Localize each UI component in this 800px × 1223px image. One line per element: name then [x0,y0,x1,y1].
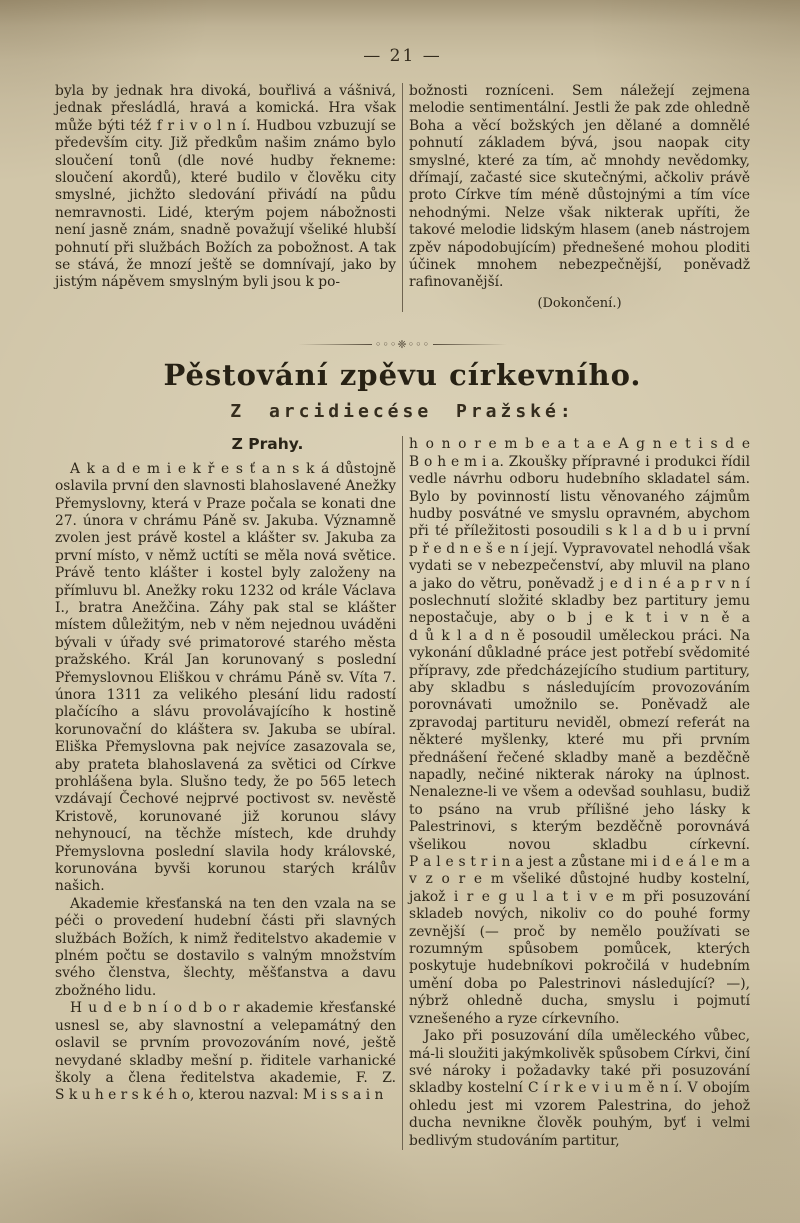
top-article-columns [55,83,750,312]
column-divider-rule [402,436,403,1150]
top-article-left-text: byla by jednak hra divoká, bouřlivá a vášnivá, jednak přesládlá, hravá a komická. Hra však může býti též f r i v o l n í. Hudbou vzbuzují se především city. Již předkům našim známo bylo sloučení tonů (dle nové hudby řekneme: sloučení akordů), které budilo v člověku city smyslné, jichžto sledování přivádí na půdu nemravnosti. Lidé, kterým pojem nábožnosti není jasně znám, snadně považují všeliké hlubší pohnutí při službách Božích za pobožnost. A tak se stává, že mnozí ještě se domnívají, jako by jistým nápěvem smyslným byli jsou k po- [55,83,396,291]
column-divider-rule [402,83,403,312]
divider-line-right [433,344,507,345]
page-content [55,46,750,1150]
report-left-paragraph-3: H u d e b n í o d b o r akademie křesťanské usnesl se, aby slavnostní a velepamátný den oslavil se prvním provozováním nové, ještě nevydané skladby mešní p. řiditele varhanické školy a člena ředitelstva akademie, F. Z. S k u h e r s k é h o, kterou nazval: M i s s a i n [55,1000,396,1104]
page-number: — 21 — [363,46,442,66]
report-left-paragraph-2: Akademie křesťanská na ten den vzala na se péči o provedení hudební části při slavných službách Božích, k nimž ředitelstvo akademie v plném počtu se dostavilo s valným množstvím svého členstva, šlechty, měšťanstva a davu zbožného lidu. [55,895,396,999]
top-article-right-column [409,83,750,312]
divider-line-left [298,344,372,345]
article-subtitle: Z arcidiecése Pražské: [230,401,575,423]
location-heading: Z Prahy. [231,435,304,454]
report-left-paragraph-1: A k a d e m i e k ř e s ť a n s k á důstojně oslavila první den slavnosti blahoslavené Anežky Přemyslovny, která v Praze počala se konati dne 27. února v chrámu Páně sv. Jakuba. Významně zvolen jest právě kostel a klášter sv. Jakuba za první místo, v němž uctíti se měla nová světice. Právě tento klášter i kostel byly založeny na přímluvu bl. Anežky roku 1232 od krále Václava I., bratra Anežčina. Záhy pak stal se klášter místem důležitým, neb v něm nejednou uváděni bývali v úřady své primatorové starého města pražského. Král Jan korunovaný s poslední Přemyslovnou Eliškou v chrámu Páně sv. Víta 7. února 1311 za velikého plesání lidu radostí plačícího a slávu provolávajícího k hostině korunovační do kláštera sv. Jakuba se ubíral. Eliška Přemyslovna pak nejvíce zasazovala se, aby prateta blahoslavená za světici od Církve prohlášena byla. Slušno tedy, že po 565 letech vzdávají Čechové nejprvé poctivost sv. nevěstě Kristově, korunované již korunou slávy nehynoucí, na těchže místech, kde druhdy Přemyslovna poslední slavila hody královské, korunována byvši korunou starých králův našich. [55,460,396,895]
report-right-column [409,436,750,1150]
report-right-paragraph-1: h o n o r e m b e a t a e A g n e t i s d e B o h e m i a. Zkoušky přípravné i produkci řídil vedle návrhu odboru hudebního skladatel sám. Bylo by povinností listu věnovaného zájmům hudby posvátné ve smyslu opravném, abychom při té příležitosti posoudili s k l a d b u i první p ř e d n e š e n í její. Vypravovatel nehodlá však vydati se v nebezpečenství, aby mluvil na plano a jako do větru, poněvadž j e d i n é a p r v n í poslechnutí složité skladby bez partitury jemu nepostačuje, aby o b j e k t i v n ě a d ů k l a d n ě posoudil uměleckou práci. Na vykonání důkladné práce jest potřebí svědomité přípravy, zde předcházejícího studium partitury, aby skladbu s následujícím provozováním porovnávati umožnilo se. Poněvadž ale zpravodaj partituru neviděl, obmezí referát na některé myšlenky, které mu při prvním přednášení řečené skladby maně a bezděčně napadly, nečiné nikterak nároky na úplnost. Nenalezne-li ve všem a odevšad souhlasu, budiž to psáno na vrub přílišné jeho lásky k Palestrinovi, s kterým bezděčně porovnává všelikou novou skladbu církevní. P a l e s t r i n a jest a zůstane mi i d e á l e m a v z o r e m všeliké důstojné hudby kostelní, jakož i r e g u l a t i v e m při posuzování skladeb nových, nikoliv co do pouhé formy zevnější (— proč by nemělo používati se rozumným spůsobem pomůcek, kterých poskytuje hudebníkovi pokročilá v hudebním umění doba po Palestrinovi následující? —), nýbrž ohledně ducha, smyslu i pojmutí vznešeného a ryze církevního. [409,436,750,1027]
report-right-paragraph-2: Jako při posuzování díla uměleckého vůbec, má-li sloužiti jakýmkolivěk spůsobem Církvi, činí své nároky i požadavky také při posuzování skladby kostelní C í r k e v i u m ě n í. V obojím ohledu jest mi vzorem Palestrina, do jehož ducha nevnikne člověk pouhým, byť i velmi bedlivým studováním partitur, [409,1028,750,1149]
report-columns [55,436,750,1150]
top-article-right-text: božnosti rozníceni. Sem náležejí zejmena melodie sentimentální. Jestli že pak zde ohledně Boha a věcí božských jen dělané a domnělé pohnutí základem bývá, jsou naopak city smyslné, které za tím, ač mnohdy nevědomky, dřímají, začasté sice skutečnými, ačkoliv právě proto Církve tím méně důstojnými a tím více nehodnými. Nelze však nikterak upříti, že takové melodie lidským hlasem (aneb nástrojem zpěv nápodobujícím) přednešené mohou ploditi účinek mnohem nebezpečnější, poněvadž rafinovanější. [409,83,750,291]
article-title: Pěstování zpěvu církevního. [163,358,642,393]
section-divider [55,339,750,350]
report-left-column [55,436,396,1150]
divider-ornament-icon: ◦◦◦❈◦◦◦ [374,338,431,352]
top-article-left-column [55,83,396,312]
article-end-note: (Dokončení.) [537,295,622,311]
